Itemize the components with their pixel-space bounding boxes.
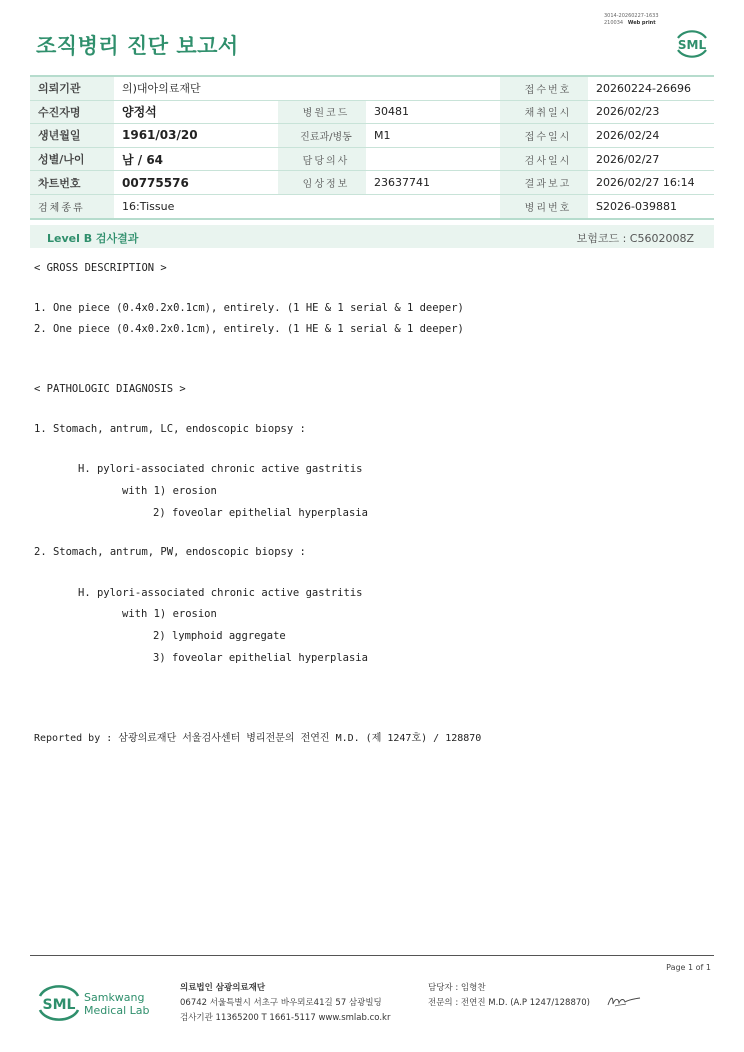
gross-item-2: 2. One piece (0.4x0.2x0.1cm), entirely. (1 HE & 1 serial & 1 deeper): [34, 323, 464, 335]
patient-info-table: [30, 75, 714, 220]
label-clinical-info: 임상정보: [278, 171, 366, 195]
label-birth-date: 생년월일: [30, 124, 114, 148]
table-row: [30, 194, 714, 218]
code-line-2: 210034: [604, 20, 624, 26]
label-chart-no: 차트번호: [30, 171, 114, 195]
diagnosis-1-site: 1. Stomach, antrum, LC, endoscopic biopsy :: [34, 423, 306, 435]
label-specimen-type: 검체종류: [30, 194, 114, 218]
diagnosis-2-finding-1: with 1) erosion: [122, 608, 217, 620]
label-patient-name: 수진자명: [30, 100, 114, 124]
footer-org-info: [180, 981, 390, 1026]
footer-org-name: 의료법인 삼광의료재단: [180, 983, 266, 993]
value-specimen-type: 16:Tissue: [114, 194, 500, 218]
value-patient-name: 양정석: [114, 100, 278, 124]
reported-by: Reported by : 삼광의료재단 서울검사센터 병리전문의 전연진 M.D. (제 1247호) / 128870: [34, 733, 482, 744]
label-department: 진료과/병동: [278, 124, 366, 148]
page-title: 조직병리 진단 보고서: [36, 34, 239, 58]
footer-logo-name-2: Medical Lab: [84, 1004, 150, 1017]
code-line-1: 3014-20260227-1633: [604, 13, 659, 19]
value-test-date: 2026/02/27: [588, 147, 714, 171]
value-pathology-no: S2026-039881: [588, 194, 714, 218]
signature-icon: [606, 993, 642, 1009]
sml-logo-icon: [672, 26, 712, 62]
label-requesting-org: 의뢰기관: [30, 76, 114, 100]
table-row: [30, 76, 714, 100]
logo-text: SML: [677, 38, 707, 52]
diagnosis-2-finding-3: 3) foveolar epithelial hyperplasia: [153, 652, 368, 664]
value-department: M1: [366, 124, 500, 148]
label-sex-age: 성별/나이: [30, 147, 114, 171]
table-row: [30, 171, 714, 195]
value-hospital-code: 30481: [366, 100, 500, 124]
table-row: [30, 124, 714, 148]
label-receipt-date: 접수일시: [500, 124, 588, 148]
footer-logo-text: SML: [42, 997, 76, 1013]
web-print-label: Web print: [627, 20, 656, 26]
value-receipt-date: 2026/02/24: [588, 124, 714, 148]
diagnosis-1-main: H. pylori-associated chronic active gastritis: [78, 463, 363, 475]
value-collection-date: 2026/02/23: [588, 100, 714, 124]
label-collection-date: 채취일시: [500, 100, 588, 124]
page-number: Page 1 of 1: [666, 963, 711, 972]
label-pathology-no: 병리번호: [500, 194, 588, 218]
value-requesting-org: 의)대아의료재단: [114, 76, 500, 100]
value-clinical-info: 23637741: [366, 171, 500, 195]
footer-staff-info: [428, 981, 590, 1011]
diagnosis-2-finding-2: 2) lymphoid aggregate: [153, 630, 286, 642]
value-birth-date: 1961/03/20: [114, 124, 278, 148]
footer-logo-name-1: Samkwang: [84, 991, 145, 1004]
label-result-report: 결과보고: [500, 171, 588, 195]
value-chart-no: 00775576: [114, 171, 278, 195]
value-physician: [366, 147, 500, 171]
footer-staff: 담당자 : 임형찬: [428, 983, 486, 993]
footer-divider: [30, 955, 714, 956]
label-physician: 담당의사: [278, 147, 366, 171]
label-receipt-no: 접수번호: [500, 76, 588, 100]
footer-specialist: 전문의 : 전연진 M.D. (A.P 1247/128870): [428, 998, 590, 1008]
label-hospital-code: 병원코드: [278, 100, 366, 124]
diagnosis-1-finding-2: 2) foveolar epithelial hyperplasia: [153, 507, 368, 519]
value-receipt-no: 20260224-26696: [588, 76, 714, 100]
diagnosis-heading: < PATHOLOGIC DIAGNOSIS >: [34, 383, 186, 395]
value-result-report: 2026/02/27 16:14: [588, 171, 714, 195]
result-level-label: Level B 검사결과: [47, 232, 139, 245]
diagnosis-2-main: H. pylori-associated chronic active gastritis: [78, 587, 363, 599]
gross-heading: < GROSS DESCRIPTION >: [34, 262, 167, 274]
table-row: [30, 147, 714, 171]
gross-item-1: 1. One piece (0.4x0.2x0.1cm), entirely. (1 HE & 1 serial & 1 deeper): [34, 302, 464, 314]
result-level-bar: [30, 225, 714, 248]
footer-contact: 검사기관 11365200 T 1661-5117 www.smlab.co.kr: [180, 1013, 391, 1023]
diagnosis-1-finding-1: with 1) erosion: [122, 485, 217, 497]
document-code: [604, 13, 659, 27]
footer-address: 06742 서울특별시 서초구 바우뫼로41길 57 삼광빌딩: [180, 998, 382, 1008]
value-sex-age: 남 / 64: [114, 147, 278, 171]
diagnosis-2-site: 2. Stomach, antrum, PW, endoscopic biopsy :: [34, 546, 306, 558]
table-row: [30, 100, 714, 124]
insurance-code: 보험코드 : C5602008Z: [576, 232, 694, 245]
samkwang-logo-icon: [36, 980, 161, 1026]
label-test-date: 검사일시: [500, 147, 588, 171]
